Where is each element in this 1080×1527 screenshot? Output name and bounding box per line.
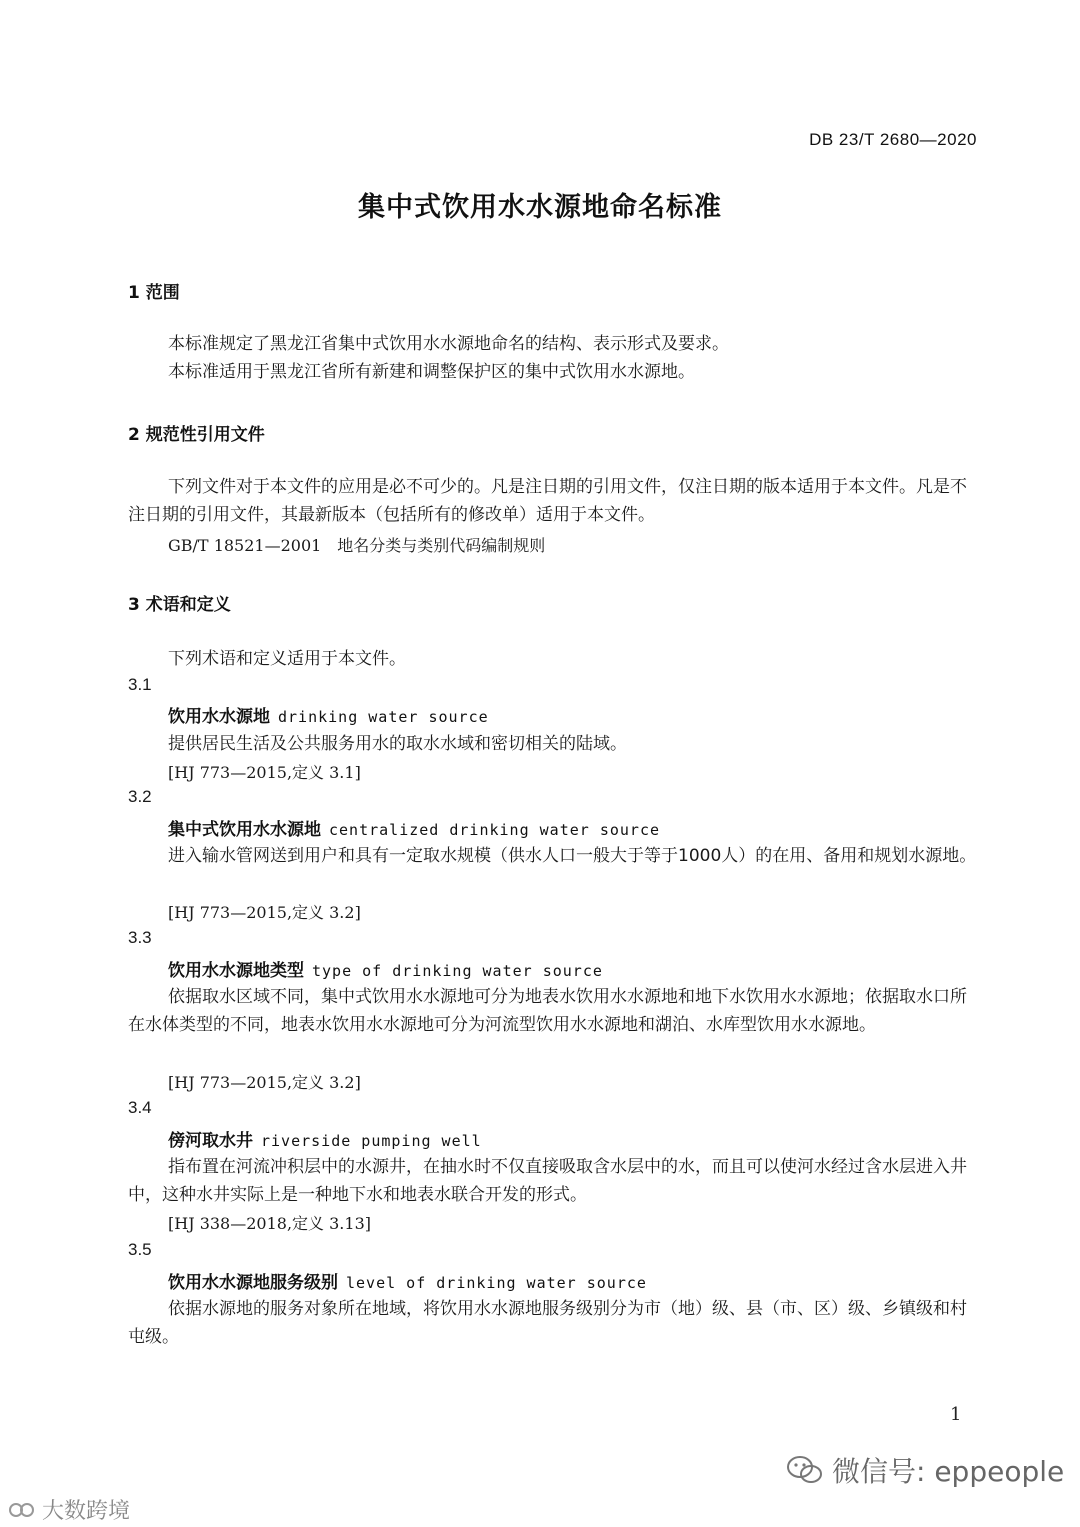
term-title — [168, 1268, 647, 1293]
term-title-zh: 集中式饮用水水源地 — [168, 820, 321, 840]
term-title-en: centralized drinking water source — [329, 821, 661, 839]
term-title — [168, 956, 603, 981]
term-title-en: type of drinking water source — [312, 962, 603, 980]
page-number: 1 — [950, 1404, 962, 1425]
term-number: 3.2 — [128, 787, 152, 806]
term-title-zh: 饮用水水源地类型 — [168, 961, 304, 981]
brand-logo-icon — [8, 1499, 36, 1521]
watermark-brand-text: 大数跨境 — [42, 1499, 131, 1524]
term-title-en: riverside pumping well — [261, 1132, 482, 1150]
watermark-brand — [8, 1494, 130, 1525]
document-title: 集中式饮用水水源地命名标准 — [358, 192, 722, 223]
watermark-wechat — [786, 1450, 1064, 1490]
term-number: 3.5 — [128, 1240, 152, 1259]
scope-paragraph-2: 本标准适用于黑龙江省所有新建和调整保护区的集中式饮用水水源地。 — [168, 362, 695, 382]
term-title — [168, 702, 489, 727]
term-definition: 依据水源地的服务对象所在地域，将饮用水水源地服务级别分为市（地）级、县（市、区）级、乡镇级和村屯级。 — [128, 1299, 967, 1347]
watermark-wechat-text: 微信号: eppeople — [832, 1455, 1065, 1488]
references-paragraph: 下列文件对于本文件的应用是必不可少的。凡是注日期的引用文件，仅注日期的版本适用于本文件。凡是不注日期的引用文件，其最新版本（包括所有的修改单）适用于本文件。 — [128, 477, 967, 525]
term-definition: 指布置在河流冲积层中的水源井，在抽水时不仅直接吸取含水层中的水，而且可以使河水经过含水层进入井中，这种水井实际上是一种地下水和地表水联合开发的形式。 — [128, 1157, 967, 1205]
term-definition: 提供居民生活及公共服务用水的取水水域和密切相关的陆域。 — [168, 734, 627, 754]
wechat-icon — [786, 1454, 824, 1486]
term-definition: 依据取水区域不同，集中式饮用水水源地可分为地表水饮用水水源地和地下水饮用水水源地；依据取水口所在水体类型的不同，地表水饮用水水源地可分为河流型饮用水水源地和湖泊、水库型饮用水水源地。 — [128, 987, 967, 1035]
term-definition: 进入输水管网送到用户和具有一定取水规模（供水人口一般大于等于1000人）的在用、备用和规划水源地。 — [168, 846, 977, 866]
term-title-zh: 饮用水水源地服务级别 — [168, 1273, 338, 1293]
term-title — [168, 1126, 482, 1151]
term-source: [HJ 773—2015,定义 3.2] — [168, 903, 361, 922]
standard-code: DB 23/T 2680—2020 — [809, 130, 977, 149]
term-source: [HJ 338—2018,定义 3.13] — [168, 1214, 371, 1233]
term-number: 3.3 — [128, 928, 152, 947]
term-number: 3.4 — [128, 1098, 152, 1117]
section-heading-terms: 3 术语和定义 — [128, 595, 231, 615]
term-title-zh: 傍河取水井 — [168, 1131, 253, 1151]
term-number: 3.1 — [128, 675, 152, 694]
terms-intro: 下列术语和定义适用于本文件。 — [168, 649, 406, 669]
reference-item: GB/T 18521—2001 地名分类与类别代码编制规则 — [168, 536, 546, 555]
section-heading-references: 2 规范性引用文件 — [128, 425, 265, 445]
term-title — [168, 815, 660, 840]
scope-paragraph-1: 本标准规定了黑龙江省集中式饮用水水源地命名的结构、表示形式及要求。 — [168, 334, 729, 354]
term-title-en: level of drinking water source — [346, 1274, 647, 1292]
section-heading-scope: 1 范围 — [128, 283, 180, 303]
term-title-zh: 饮用水水源地 — [168, 707, 270, 727]
term-title-en: drinking water source — [278, 708, 489, 726]
term-source: [HJ 773—2015,定义 3.1] — [168, 763, 361, 782]
term-source: [HJ 773—2015,定义 3.2] — [168, 1073, 361, 1092]
